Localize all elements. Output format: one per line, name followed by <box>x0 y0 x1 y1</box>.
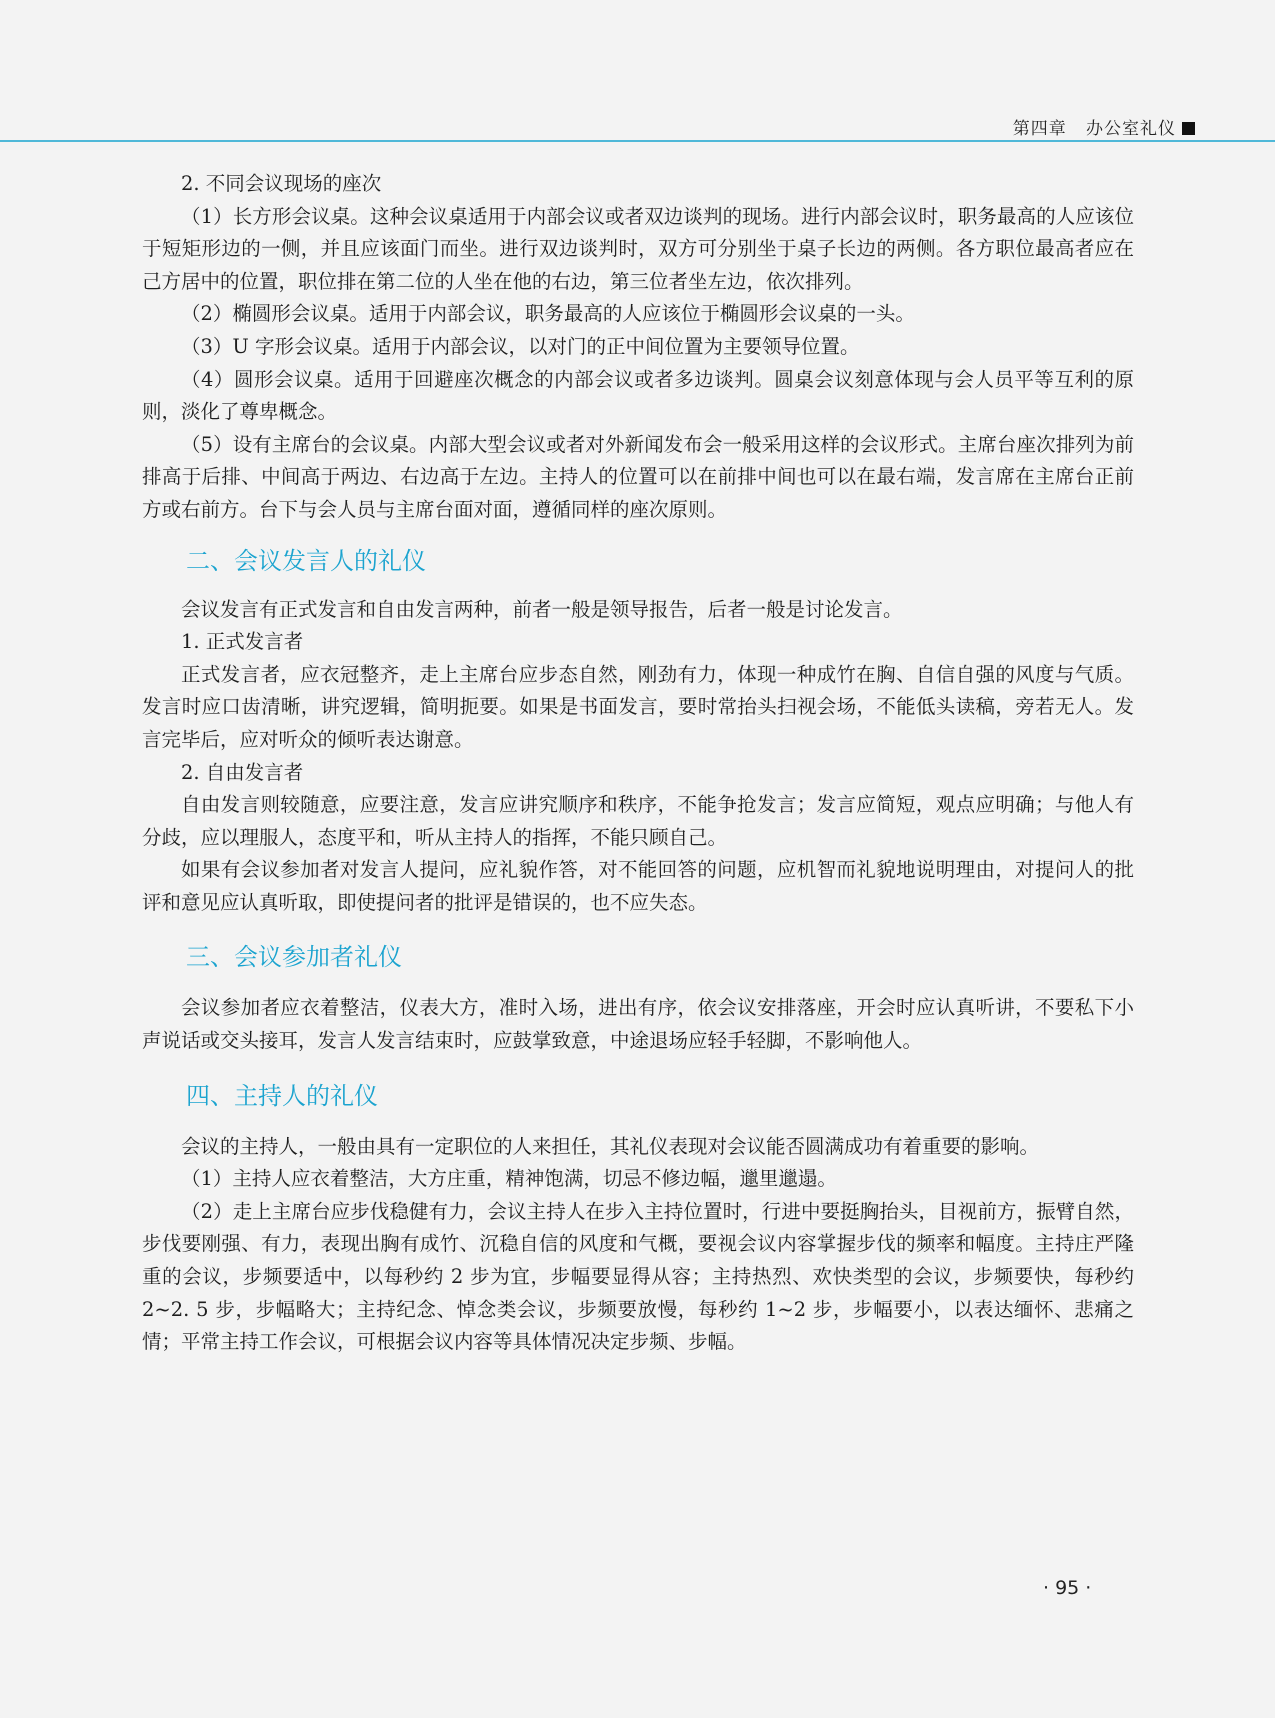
section-heading: 四、主持人的礼仪 <box>186 1081 378 1110</box>
subsection-title: 1. 正式发言者 <box>181 630 304 654</box>
header-rule <box>0 140 1275 142</box>
paragraph: 正式发言者，应衣冠整齐，走上主席台应步态自然，刚劲有力，体现一种成竹在胸、自信自强的风度与气质。发言时应口齿清晰，讲究逻辑，简明扼要。如果是书面发言，要时常抬头扫视会场，不能低头读稿，旁若无人。发言完毕后，应对听众的倾听表达谢意。 <box>142 662 1134 751</box>
chapter-title: 办公室礼仪 <box>1086 119 1176 139</box>
paragraph: 会议的主持人，一般由具有一定职位的人来担任，其礼仪表现对会议能否圆满成功有着重要的影响。 <box>181 1134 1040 1158</box>
subsection-title: 2. 自由发言者 <box>181 760 304 784</box>
paragraph: 会议发言有正式发言和自由发言两种，前者一般是领导报告，后者一般是讨论发言。 <box>181 597 903 621</box>
header-square-icon <box>1182 122 1195 135</box>
chapter-label: 第四章 <box>1012 119 1067 139</box>
page-header <box>0 112 1275 142</box>
paragraph: （5）设有主席台的会议桌。内部大型会议或者对外新闻发布会一般采用这样的会议形式。主席台座次排列为前排高于后排、中间高于两边、右边高于左边。主持人的位置可以在前排中间也可以在最右端，发言席在主席台正前方或右前方。台下与会人员与主席台面对面，遵循同样的座次原则。 <box>142 432 1134 521</box>
section-heading: 三、会议参加者礼仪 <box>186 943 402 972</box>
paragraph: （1）主持人应衣着整洁，大方庄重，精神饱满，切忌不修边幅，邋里邋遢。 <box>181 1167 837 1191</box>
section-heading: 二、会议发言人的礼仪 <box>186 546 426 575</box>
page-body <box>142 168 1134 1359</box>
paragraph: 如果有会议参加者对发言人提问，应礼貌作答，对不能回答的问题，应机智而礼貌地说明理由，对提问人的批评和意见应认真听取，即使提问者的批评是错误的，也不应失态。 <box>142 858 1134 914</box>
paragraph: （2）椭圆形会议桌。适用于内部会议，职务最高的人应该位于椭圆形会议桌的一头。 <box>181 302 915 326</box>
paragraph: （4）圆形会议桌。适用于回避座次概念的内部会议或者多边谈判。圆桌会议刻意体现与会人员平等互利的原则，淡化了尊卑概念。 <box>142 367 1134 424</box>
paragraph: （1）长方形会议桌。这种会议桌适用于内部会议或者双边谈判的现场。进行内部会议时，职务最高的人应该位于短矩形边的一侧，并且应该面门而坐。进行双边谈判时，双方可分别坐于桌子长边的两侧。各方职位最高者应在己方居中的位置，职位排在第二位的人坐在他的右边，第三位者坐左边，依次排列。 <box>142 204 1134 293</box>
paragraph: （2）走上主席台应步伐稳健有力，会议主持人在步入主持位置时，行进中要挺胸抬头，目视前方，振臂自然，步伐要刚强、有力，表现出胸有成竹、沉稳自信的风度和气概，要视会议内容掌握步伐的频率和幅度。主持庄严隆重的会议，步频要适中，以每秒约 2 步为宜，步幅要显得从容；主持热烈、欢快类型的会议，步频要快，每秒约 2~2. 5 步，步幅略大；主持纪念、悼念类会议，步频要放慢，每秒约 1~2 步，步幅要小，以表达缅怀、悲痛之情；平常主持工作会议，可根据会议内容等具体情况决定步频、步幅。 <box>142 1199 1134 1354</box>
paragraph: 会议参加者应衣着整洁，仪表大方，准时入场，进出有序，依会议安排落座，开会时应认真听讲，不要私下小声说话或交头接耳，发言人发言结束时，应鼓掌致意，中途退场应轻手轻脚，不影响他人。 <box>142 996 1134 1053</box>
page-number: · 95 · <box>1043 1577 1092 1599</box>
paragraph: （3）U 字形会议桌。适用于内部会议，以对门的正中间位置为主要领导位置。 <box>181 334 860 358</box>
running-head <box>1013 114 1195 139</box>
paragraph: 自由发言则较随意，应要注意，发言应讲究顺序和秩序，不能争抢发言；发言应简短，观点应明确；与他人有分歧，应以理服人，态度平和，听从主持人的指挥，不能只顾自己。 <box>142 793 1134 849</box>
subsection-title: 2. 不同会议现场的座次 <box>181 172 382 195</box>
